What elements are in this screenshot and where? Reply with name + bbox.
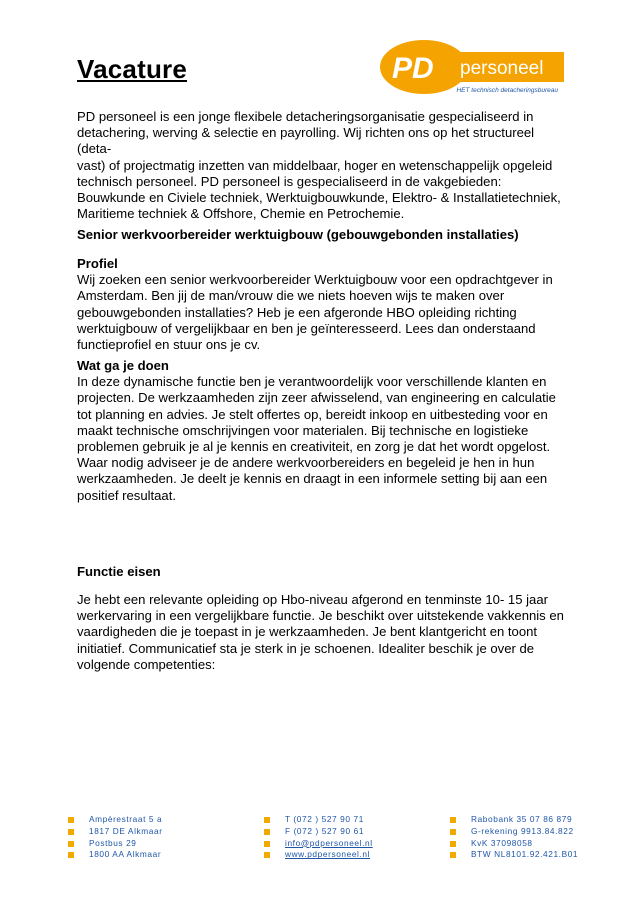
footer-fax: F (072 ) 527 90 61 [264, 826, 373, 838]
footer-bank-line: BTW NL8101.92.421.B01 [450, 849, 578, 861]
profiel-line: functieprofiel en stuur ons je cv. [77, 337, 261, 353]
intro-line: Bouwkunde en Civiele techniek, Werktuigbouwkunde, Elektro- & Installatietechniek, [77, 190, 561, 206]
profiel-line: werktuigbouw of vergelijkbaar en ben je geïnteresseerd. Lees dan onderstaand [77, 320, 536, 336]
intro-line: Maritieme techniek & Offshore, Chemie en Petrochemie. [77, 206, 405, 222]
footer-contact [264, 814, 373, 861]
taken-line: problemen gebruik je al je kennis en creativiteit, en zorg je dat het wordt opgelost. [77, 439, 551, 455]
profiel-line: Amsterdam. Ben jij de man/vrouw die we niets hoeven wijs te maken over [77, 288, 505, 304]
taken-line: positief resultaat. [77, 487, 176, 503]
footer-address-line: Ampèrestraat 5 a [68, 814, 163, 826]
taken-heading: Wat ga je doen [77, 358, 169, 373]
eisen-line: werkervaring in een vergelijkbare functie. Je beschikt over uitstekende vakkennis en [77, 608, 564, 624]
intro-line: detachering, werving & selectie en payrolling. Wij richten ons op het structureel (deta- [77, 125, 535, 157]
job-title: Senior werkvoorbereider werktuigbouw (gebouwgebonden installaties) [77, 227, 519, 242]
footer-address-line: 1800 AA Alkmaar [68, 849, 163, 861]
eisen-line: volgende competenties: [77, 656, 216, 672]
footer-bank [450, 814, 578, 861]
eisen-heading: Functie eisen [77, 564, 161, 579]
footer-address-line: Postbus 29 [68, 838, 163, 850]
profiel-line: gebouwgebonden installaties? Heb je een afgeronde HBO opleiding richting [77, 304, 517, 320]
eisen-section [77, 592, 567, 673]
footer-address-line: 1817 DE Alkmaar [68, 826, 163, 838]
logo-tagline: HET technisch detacheringsbureau [456, 87, 558, 94]
pd-personeel-logo [378, 38, 564, 96]
footer-bank-line: G-rekening 9913.84.822 [450, 826, 578, 838]
footer-website-link[interactable]: www.pdpersoneel.nl [264, 849, 373, 861]
footer-email-link[interactable]: info@pdpersoneel.nl [264, 838, 373, 850]
intro-line: PD personeel is een jonge flexibele detacheringsorganisatie gespecialiseerd in [77, 109, 534, 124]
eisen-line: initiatief. Communicatief sta je sterk in je schoenen. Idealiter beschik je over de [77, 640, 535, 656]
profiel-heading: Profiel [77, 256, 118, 271]
intro-line: technisch personeel. PD personeel is gespecialiseerd in de vakgebieden: [77, 173, 502, 189]
taken-line: Waar nodig adviseer je de andere werkvoorbereiders en begeleid je hen in hun [77, 455, 535, 471]
footer-bank-line: Rabobank 35 07 86 879 [450, 814, 578, 826]
taken-line: tot planning en advies. Je stelt offertes op, bereidt inkoop en uitbesteding voor en [77, 406, 548, 422]
profiel-line: Wij zoeken een senior werkvoorbereider Werktuigbouw voor een opdrachtgever in [77, 272, 553, 288]
logo-initials: PD [392, 52, 434, 85]
taken-line: maakt technische omschrijvingen voor materialen. Bij technische en logistieke [77, 422, 529, 438]
taken-line: projecten. De werkzaamheden zijn zeer afwisselend, van engineering en calculatie [77, 390, 556, 406]
taken-line: werkzaamheden. Je deelt je kennis en draagt in een informele setting bij aan een [77, 471, 548, 487]
profiel-section [77, 256, 567, 353]
logo-name: personeel [460, 58, 544, 79]
intro-line: vast) of projectmatig inzetten van middelbaar, hoger en wetenschappelijk opgeleid [77, 157, 553, 173]
eisen-line: Je hebt een relevante opleiding op Hbo-niveau afgerond en tenminste 10- 15 jaar [77, 592, 548, 607]
eisen-line: vaardigheden die je toepast in je werkzaamheden. Je bent klantgericht en toont [77, 624, 538, 640]
footer-bank-line: KvK 37098058 [450, 838, 578, 850]
footer-phone: T (072 ) 527 90 71 [264, 814, 373, 826]
intro-paragraph [77, 109, 567, 222]
footer-address [68, 814, 163, 861]
page-title: Vacature [77, 54, 188, 84]
taken-section [77, 358, 567, 504]
taken-line: In deze dynamische functie ben je verantwoordelijk voor verschillende klanten en [77, 374, 547, 390]
